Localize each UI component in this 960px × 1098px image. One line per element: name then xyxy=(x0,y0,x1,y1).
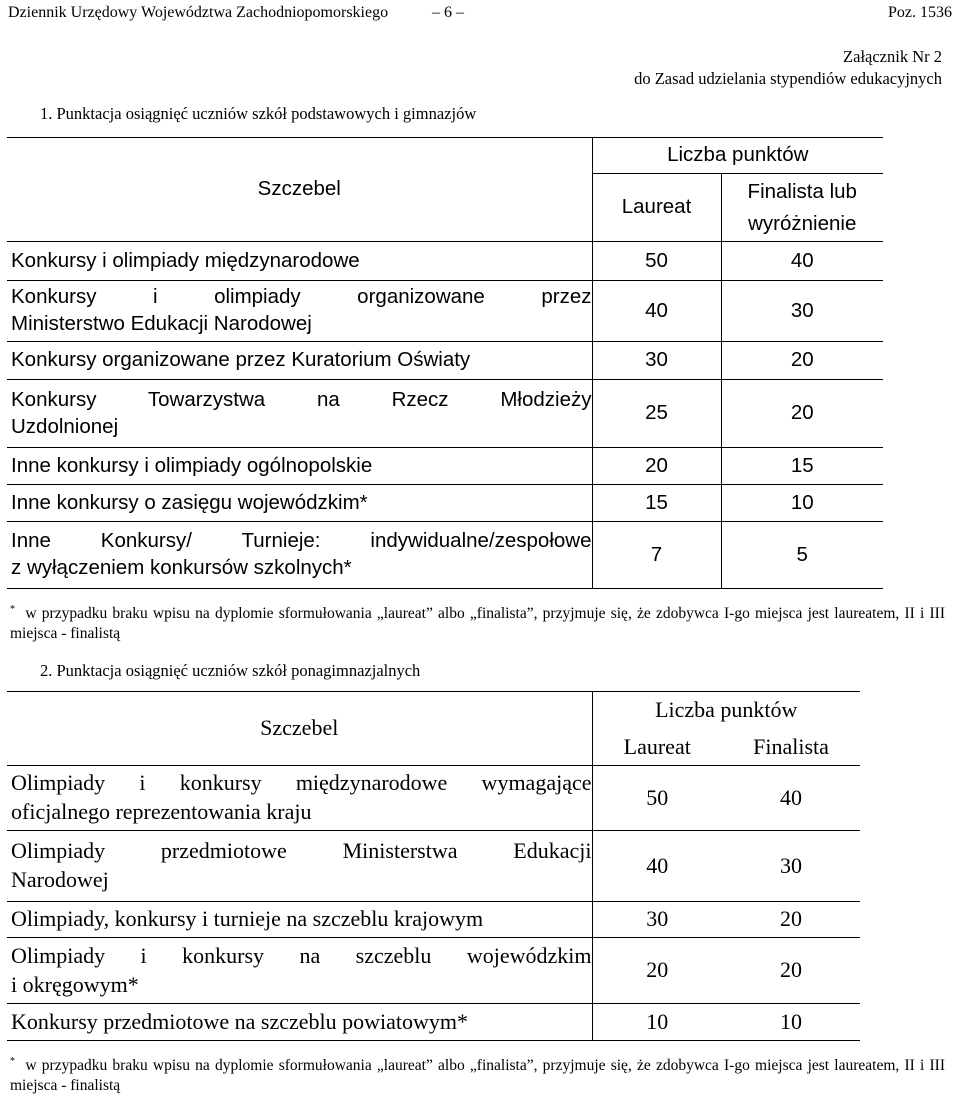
section1-header-points: Liczba punktów xyxy=(592,138,883,174)
section1-header-finalist: Finalista lub wyróżnienie xyxy=(721,174,883,242)
table-row: Olimpiady, konkursy i turnieje na szczeblu krajowym 30 20 xyxy=(7,902,860,938)
section1-header-level: Szczebel xyxy=(7,138,592,242)
section1-title: 1. Punktacja osiągnięć uczniów szkół podstawowych i gimnazjów xyxy=(40,104,477,123)
section2-header-finalist: Finalista xyxy=(722,730,860,766)
section2-footnote: * w przypadku braku wpisu na dyplomie sformułowania „laureat” albo „finalista”, przyjmuje się, że zdobywca I-go miejsca jest laureatem, II i III miejsca - finalistą xyxy=(10,1056,945,1095)
table-row: Konkursy organizowane przez Kuratorium Oświaty 30 20 xyxy=(7,342,883,380)
section1-header-laureat: Laureat xyxy=(592,174,721,242)
section2-header-level: Szczebel xyxy=(7,692,592,766)
table-row: Inne konkursy i olimpiady ogólnopolskie 20 15 xyxy=(7,448,883,485)
section2-header-points: Liczba punktów xyxy=(592,692,860,730)
table-row: Konkursy i olimpiady organizowane przez Ministerstwo Edukacji Narodowej 40 30 xyxy=(7,281,883,342)
table-row: Olimpiady i konkursy na szczeblu wojewódzkim i okręgowym* 20 20 xyxy=(7,938,860,1004)
table-row: Konkursy Towarzystwa na Rzecz Młodzieży Uzdolnionej 25 20 xyxy=(7,380,883,448)
table-row: Olimpiady przedmiotowe Ministerstwa Edukacji Narodowej 40 30 xyxy=(7,831,860,902)
table-row: Inne Konkursy/ Turnieje: indywidualne/zespołowe z wyłączeniem konkursów szkolnych* 7 5 xyxy=(7,522,883,589)
section2-table xyxy=(7,691,860,1041)
section2-title: 2. Punktacja osiągnięć uczniów szkół ponagimnazjalnych xyxy=(40,661,421,680)
table-row: Konkursy przedmiotowe na szczeblu powiatowym* 10 10 xyxy=(7,1004,860,1041)
table-row: Inne konkursy o zasięgu wojewódzkim* 15 10 xyxy=(7,485,883,522)
table-row: Konkursy i olimpiady międzynarodowe 50 40 xyxy=(7,242,883,281)
position-number: Poz. 1536 xyxy=(888,4,952,21)
journal-title: Dziennik Urzędowy Województwa Zachodniopomorskiego xyxy=(8,4,389,21)
attachment-number: Załącznik Nr 2 xyxy=(843,47,942,66)
section1-table xyxy=(7,137,883,589)
section2-header-laureat: Laureat xyxy=(592,730,722,766)
page-number: – 6 – xyxy=(432,4,464,21)
section1-footnote: * w przypadku braku wpisu na dyplomie sformułowania „laureat” albo „finalista”, przyjmuje się, że zdobywca I-go miejsca jest laureatem, II i III miejsca - finalistą xyxy=(10,604,945,643)
table-row: Olimpiady i konkursy międzynarodowe wymagające oficjalnego reprezentowania kraju 50 40 xyxy=(7,766,860,831)
attachment-subtitle: do Zasad udzielania stypendiów edukacyjnych xyxy=(634,69,942,88)
